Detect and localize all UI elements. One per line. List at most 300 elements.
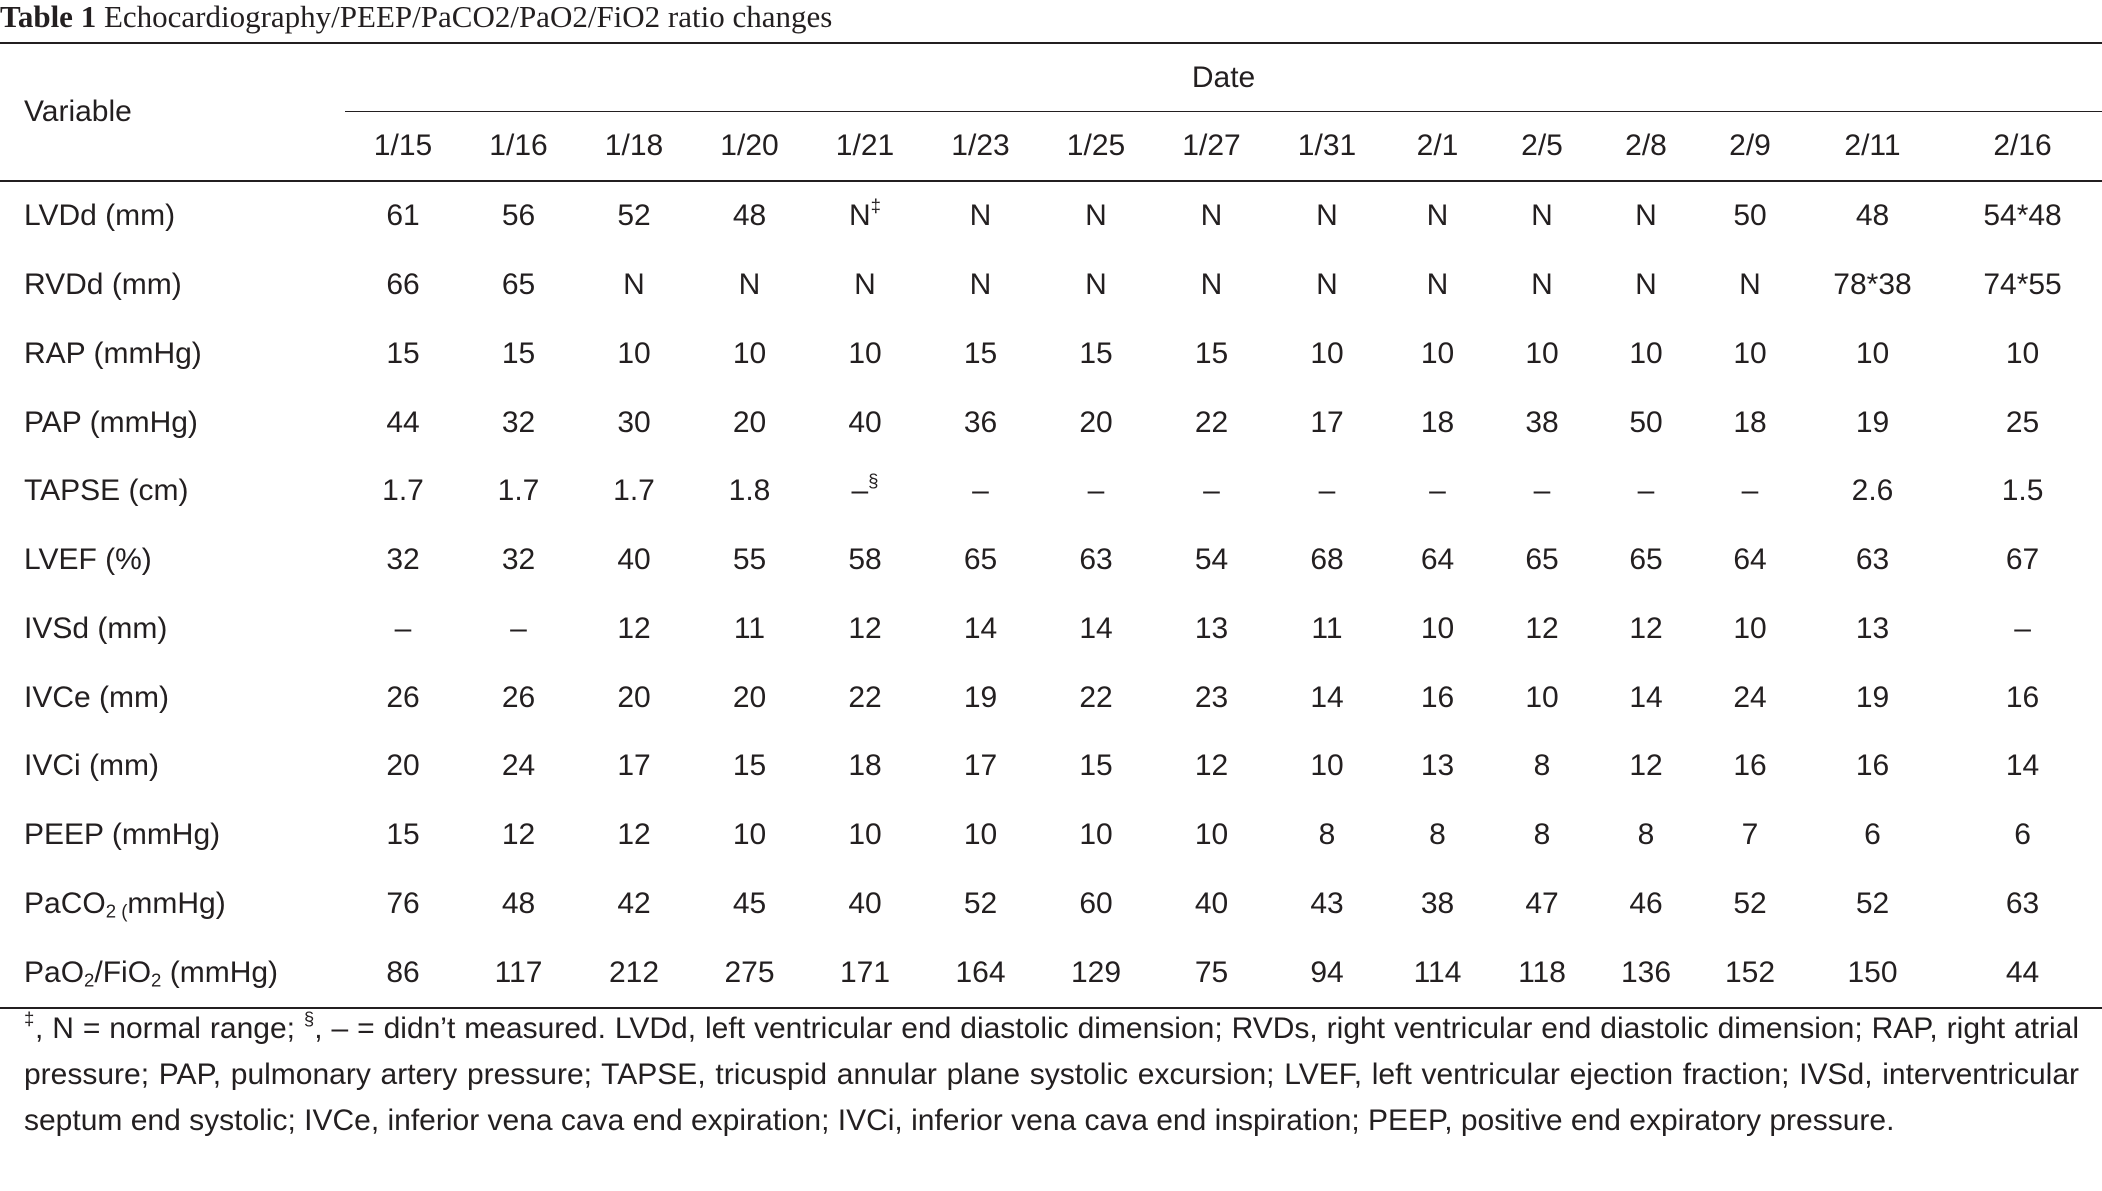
cell-value: 76 [386, 886, 420, 920]
cell-value: 22 [848, 680, 882, 714]
row-label: IVCe (mm) [24, 680, 169, 714]
table-cell [1943, 457, 2102, 526]
table-cell [1594, 181, 1698, 251]
cell-value: – [1087, 474, 1105, 508]
cell-value: 52 [1733, 886, 1767, 920]
cell-value: 64 [1420, 543, 1455, 577]
cell-value: 15 [1079, 336, 1113, 370]
cell-value: N [1085, 199, 1107, 233]
row-label-part: PaO [24, 955, 85, 989]
table-cell [1038, 251, 1154, 320]
table-cell [461, 320, 576, 389]
table-cell [807, 181, 923, 251]
cell-value: 44 [386, 405, 420, 439]
cell-value: N [1085, 268, 1107, 302]
cell-value: – [510, 611, 527, 645]
table-cell [461, 938, 576, 1008]
cell-value: 25 [2005, 405, 2040, 439]
cell-value: 52 [963, 886, 998, 920]
table-cell [923, 251, 1038, 320]
table-cell [1490, 388, 1594, 457]
row-label: IVCi (mm) [24, 749, 159, 783]
cell-value: 26 [386, 680, 420, 714]
row-label: RVDd (mm) [24, 268, 182, 302]
table-cell [1698, 181, 1802, 251]
cell-value: 16 [1420, 680, 1455, 714]
cell-value: 8 [1318, 818, 1336, 852]
table-cell [1943, 388, 2102, 457]
table-cell [1038, 938, 1154, 1008]
table-cell [923, 526, 1038, 595]
table-cell [576, 526, 692, 595]
cell-value: N [969, 268, 992, 302]
cell-value: 10 [1525, 336, 1559, 370]
cell-value: 118 [1518, 955, 1566, 989]
cell-value: 63 [1079, 543, 1113, 577]
cell-value: 30 [617, 405, 651, 439]
table-cell [807, 938, 923, 1008]
row-label: IVSd (mm) [24, 611, 168, 645]
cell-value: 54*48 [1983, 199, 2062, 233]
cell-value: 12 [617, 611, 651, 645]
cell-value: 12 [1194, 749, 1229, 783]
cell-value: 52 [1855, 886, 1890, 920]
row-label: RAP (mmHg) [24, 336, 202, 370]
cell-value: 12 [617, 818, 651, 852]
cell-value: 10 [848, 336, 882, 370]
table-cell [1154, 663, 1269, 732]
table-cell [1490, 801, 1594, 870]
table-cell [1269, 457, 1385, 526]
cell-value: 15 [732, 749, 767, 783]
table-caption [0, 0, 832, 40]
table-cell [692, 732, 807, 801]
date-header-cell: 1/20 [692, 112, 807, 181]
cell-value: 12 [501, 818, 536, 852]
cell-value: N [1316, 199, 1338, 233]
table-cell [1269, 663, 1385, 732]
table-cell [692, 595, 807, 664]
table-cell [1943, 595, 2102, 664]
cell-value: 63 [1855, 543, 1890, 577]
cell-value: 152 [1724, 955, 1776, 989]
table-cell [576, 457, 692, 526]
table-cell [807, 251, 923, 320]
cell-value: 1.7 [497, 474, 540, 508]
date-header-cell: 2/1 [1385, 112, 1490, 181]
table-row [0, 526, 2102, 595]
table-cell [461, 181, 576, 251]
cell-value: 15 [1194, 336, 1229, 370]
cell-value: 18 [1733, 405, 1767, 439]
table-cell [692, 526, 807, 595]
table-cell [1269, 732, 1385, 801]
table-cell [1385, 870, 1490, 939]
row-label-part: mmHg) [127, 886, 226, 920]
row-label [0, 870, 345, 939]
cell-value: 26 [501, 680, 536, 714]
table-cell [345, 663, 461, 732]
table-cell [345, 181, 461, 251]
cell-value: 16 [2005, 680, 2040, 714]
cell-value: N [1635, 268, 1657, 302]
cell-value: 94 [1310, 955, 1344, 989]
table-cell [692, 457, 807, 526]
table-cell [1594, 870, 1698, 939]
table-cell [1943, 663, 2102, 732]
table-cell [576, 388, 692, 457]
cell-value: 7 [1741, 818, 1759, 852]
table-cell [1943, 526, 2102, 595]
table-cell [345, 801, 461, 870]
table-cell [692, 388, 807, 457]
date-header-cell: 1/18 [576, 112, 692, 181]
table-cell [807, 457, 923, 526]
table-cell [345, 732, 461, 801]
cell-value: 24 [1733, 680, 1767, 714]
cell-value: 64 [1733, 543, 1767, 577]
table-cell [1802, 595, 1943, 664]
table-cell [1385, 938, 1490, 1008]
table-cell [807, 595, 923, 664]
cell-value: 19 [1855, 680, 1890, 714]
cell-value: N [1531, 268, 1553, 302]
cell-value: 40 [1194, 886, 1229, 920]
table-cell [692, 181, 807, 251]
cell-value: 32 [386, 543, 420, 577]
cell-value: 14 [963, 611, 998, 645]
table-cell [1594, 388, 1698, 457]
cell-value: 18 [848, 749, 882, 783]
table-cell [576, 938, 692, 1008]
table-cell [576, 181, 692, 251]
table-cell [1269, 251, 1385, 320]
cell-value: 24 [501, 749, 536, 783]
table-cell [461, 388, 576, 457]
cell-value: 20 [732, 680, 767, 714]
cell-value: N [854, 268, 876, 302]
cell-value: 50 [1733, 199, 1767, 233]
cell-value: 1.7 [382, 474, 424, 508]
row-label-subscript: 2 ( [105, 900, 128, 922]
table-cell [345, 251, 461, 320]
table-row [0, 732, 2102, 801]
table-cell [461, 595, 576, 664]
table-cell [1038, 388, 1154, 457]
cell-value: – [1741, 474, 1759, 508]
table-cell [1038, 595, 1154, 664]
cell-value: 32 [501, 543, 536, 577]
cell-value: 22 [1079, 680, 1113, 714]
cell-value: N [969, 199, 992, 233]
table-cell [1154, 320, 1269, 389]
table-cell [345, 938, 461, 1008]
table-row [0, 801, 2102, 870]
table-cell [1385, 732, 1490, 801]
table-cell [1490, 526, 1594, 595]
table-row [0, 663, 2102, 732]
cell-value: 10 [848, 818, 882, 852]
cell-value: – [972, 474, 989, 508]
cell-value: 10 [1079, 818, 1113, 852]
table-cell [1385, 251, 1490, 320]
table-cell [1943, 732, 2102, 801]
cell-value: 10 [617, 336, 651, 370]
cell-value: – [1203, 474, 1220, 508]
cell-value: 36 [963, 405, 998, 439]
cell-value: 6 [1864, 818, 1881, 852]
table-cell [1698, 938, 1802, 1008]
table-cell [692, 251, 807, 320]
table-cell [1490, 181, 1594, 251]
cell-value: 114 [1413, 955, 1462, 989]
table-cell [807, 320, 923, 389]
cell-value: N [1316, 268, 1338, 302]
cell-value: 56 [501, 199, 536, 233]
cell-value: 12 [848, 611, 882, 645]
cell-value: N [1635, 199, 1657, 233]
cell-value: 16 [1855, 749, 1890, 783]
table-cell [461, 251, 576, 320]
cell-value: 22 [1194, 405, 1229, 439]
table-cell [1269, 870, 1385, 939]
cell-value: 58 [848, 543, 882, 577]
table-row [0, 457, 2102, 526]
table-cell [1154, 457, 1269, 526]
table-cell [345, 457, 461, 526]
cell-value: 20 [617, 680, 651, 714]
table-cell [1269, 801, 1385, 870]
cell-value: 136 [1620, 955, 1672, 989]
table-cell [1594, 938, 1698, 1008]
cell-value: 13 [1855, 611, 1890, 645]
table-cell [1269, 181, 1385, 251]
table-cell [1490, 457, 1594, 526]
table-cell [1943, 938, 2102, 1008]
table-cell [1154, 595, 1269, 664]
table-cell [1154, 938, 1269, 1008]
cell-value: 52 [617, 199, 651, 233]
cell-value: 12 [1629, 611, 1663, 645]
table-cell [1154, 181, 1269, 251]
cell-value: N [623, 268, 645, 302]
table-row [0, 320, 2102, 389]
cell-value: 78*38 [1833, 268, 1912, 302]
cell-value: – [1533, 474, 1551, 508]
variable-column-header: Variable [0, 43, 345, 181]
table-cell [1698, 870, 1802, 939]
cell-value: 48 [1855, 199, 1890, 233]
cell-value: 19 [1855, 405, 1890, 439]
table-cell [1154, 526, 1269, 595]
cell-value: 1.8 [728, 474, 771, 508]
date-header-cell: 1/16 [461, 112, 576, 181]
cell-value: 20 [1079, 405, 1113, 439]
row-label: LVEF (%) [24, 543, 152, 577]
table-cell [1490, 938, 1594, 1008]
footnote-ref-double-dagger: ‡ [870, 195, 881, 217]
table-cell [1802, 457, 1943, 526]
table-cell [1802, 801, 1943, 870]
table-cell [807, 526, 923, 595]
table-label: Table 1 [0, 0, 97, 34]
cell-value: – [1318, 474, 1336, 508]
table-cell [807, 663, 923, 732]
cell-value: 10 [2005, 336, 2040, 370]
date-header-cell: 1/31 [1269, 112, 1385, 181]
cell-value: N [1531, 199, 1553, 233]
date-header-cell: 2/8 [1594, 112, 1698, 181]
table-cell [1698, 251, 1802, 320]
table-cell [1802, 870, 1943, 939]
cell-value: 14 [1629, 680, 1663, 714]
table-cell [345, 320, 461, 389]
date-group-rule [345, 111, 2102, 112]
cell-value: N [1200, 268, 1223, 302]
table-cell [1269, 595, 1385, 664]
table-body [0, 181, 2102, 1008]
cell-value: 14 [1079, 611, 1113, 645]
cell-value: 61 [386, 199, 420, 233]
table-cell [807, 870, 923, 939]
table-cell [1943, 870, 2102, 939]
table-cell [1594, 663, 1698, 732]
cell-value: 67 [2005, 543, 2040, 577]
cell-value: 14 [2005, 749, 2040, 783]
table-cell [1385, 388, 1490, 457]
row-label-subscript: 2 [84, 969, 95, 991]
table-row [0, 251, 2102, 320]
cell-value: 275 [724, 955, 775, 989]
cell-value: 50 [1629, 405, 1663, 439]
table-cell [1943, 181, 2102, 251]
table-cell [1490, 251, 1594, 320]
table-cell [1154, 801, 1269, 870]
cell-value: 60 [1079, 886, 1113, 920]
table-cell [1385, 457, 1490, 526]
cell-value: 8 [1533, 749, 1551, 783]
cell-value: N [848, 199, 871, 233]
cell-value: 20 [386, 749, 420, 783]
table-cell [923, 663, 1038, 732]
table-cell [1038, 181, 1154, 251]
table-cell [923, 388, 1038, 457]
cell-value: – [1637, 474, 1655, 508]
table-cell [1038, 870, 1154, 939]
cell-value: 164 [955, 955, 1006, 989]
table-cell [1698, 457, 1802, 526]
table-cell [1385, 181, 1490, 251]
row-label: LVDd (mm) [24, 199, 176, 233]
date-header-cell: 1/25 [1038, 112, 1154, 181]
cell-value: 1.5 [2001, 474, 2044, 508]
table-cell [1038, 526, 1154, 595]
table-row [0, 388, 2102, 457]
cell-value: 23 [1194, 680, 1229, 714]
table-cell [1802, 663, 1943, 732]
table-cell [1490, 732, 1594, 801]
table-cell [1698, 388, 1802, 457]
row-label-part: /FiO [94, 955, 152, 989]
date-header-cell: 2/11 [1802, 112, 1943, 181]
table-cell [1594, 457, 1698, 526]
table-cell [461, 732, 576, 801]
date-header-cell: 2/5 [1490, 112, 1594, 181]
cell-value: N [1739, 268, 1761, 302]
cell-value: 8 [1533, 818, 1551, 852]
table-cell [1698, 320, 1802, 389]
table-cell [1038, 801, 1154, 870]
row-label-subscript: 2 [151, 969, 162, 991]
cell-value: 10 [963, 818, 998, 852]
cell-value: 63 [2005, 886, 2040, 920]
table-cell [1269, 320, 1385, 389]
table-cell [1490, 595, 1594, 664]
cell-value: 8 [1429, 818, 1446, 852]
table-cell [807, 732, 923, 801]
cell-value: 66 [386, 268, 420, 302]
cell-value: 65 [1629, 543, 1663, 577]
cell-value: 47 [1525, 886, 1559, 920]
row-label: PAP (mmHg) [24, 405, 198, 439]
table-cell [923, 457, 1038, 526]
data-table [0, 42, 2102, 1009]
cell-value: 2.6 [1851, 474, 1894, 508]
table-cell [461, 870, 576, 939]
cell-value: 68 [1310, 543, 1344, 577]
cell-value: 11 [1311, 611, 1343, 645]
table-cell [576, 732, 692, 801]
table-cell [1594, 595, 1698, 664]
table-cell [1802, 732, 1943, 801]
cell-value: 15 [1079, 749, 1113, 783]
cell-value: 38 [1420, 886, 1455, 920]
cell-value: 19 [963, 680, 998, 714]
cell-value: 171 [839, 955, 891, 989]
cell-value: 10 [1733, 336, 1767, 370]
table-cell [576, 801, 692, 870]
table-cell [923, 595, 1038, 664]
footnote-abbreviations: LVDd, left ventricular end diastolic dimension; RVDs, right ventricular end diastolic dimension; RAP, right atrial pressure; PAP, pulmonary artery pressure; TAPSE, tricuspid annular plane systolic excursion; LVEF, left ventricular ejection fraction; IVSd, interventricular septum end systolic; IVCe, inferior vena cava end expiration; IVCi, inferior vena cava end inspiration; PEEP, positive end expiratory pressure. [24, 1012, 2079, 1137]
table-cell [923, 938, 1038, 1008]
table-cell [1802, 181, 1943, 251]
cell-value: 8 [1637, 818, 1655, 852]
cell-value: 74*55 [1983, 268, 2062, 302]
table-row [0, 870, 2102, 939]
footnote [24, 1006, 2079, 1144]
table-cell [1943, 251, 2102, 320]
cell-value: 150 [1847, 955, 1898, 989]
table-cell [1269, 526, 1385, 595]
row-label-part: (mmHg) [161, 955, 279, 989]
row-label [0, 938, 345, 1008]
cell-value: 43 [1310, 886, 1344, 920]
table-cell [1385, 663, 1490, 732]
table-cell [1269, 938, 1385, 1008]
table-cell [1698, 663, 1802, 732]
date-header-cell: 2/16 [1943, 112, 2102, 181]
cell-value: 48 [732, 199, 767, 233]
table-row [0, 938, 2102, 1008]
cell-value: 48 [501, 886, 536, 920]
cell-value: 6 [2014, 818, 2031, 852]
cell-value: 15 [501, 336, 536, 370]
cell-value: 40 [617, 543, 651, 577]
cell-value: 17 [963, 749, 998, 783]
table-cell [1594, 251, 1698, 320]
table-cell [1269, 388, 1385, 457]
table-cell [1594, 732, 1698, 801]
